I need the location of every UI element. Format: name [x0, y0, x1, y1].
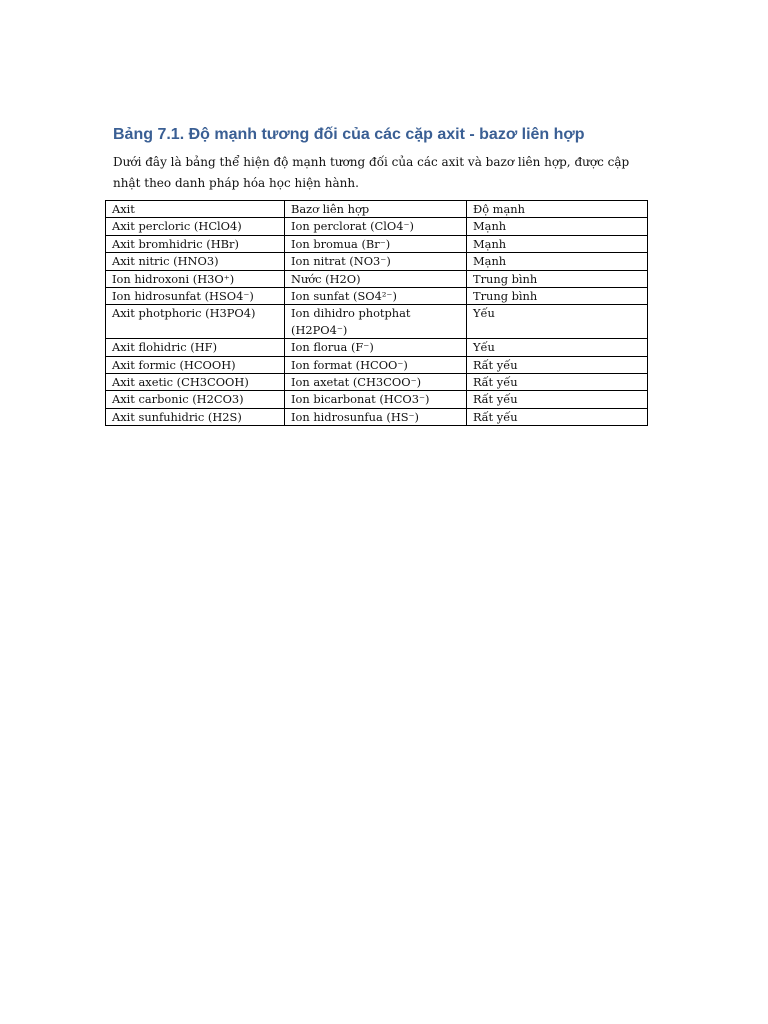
- acid-cell: Axit flohidric (HF): [106, 339, 285, 356]
- strength-cell: Mạnh: [467, 235, 648, 252]
- base-cell: Ion format (HCOO⁻): [285, 356, 467, 373]
- strength-cell: Rất yếu: [467, 356, 648, 373]
- acid-cell: Axit sunfuhidric (H2S): [106, 408, 285, 425]
- acid-cell: Axit photphoric (H3PO4): [106, 305, 285, 339]
- table-row: [106, 374, 648, 391]
- acid-cell: Axit percloric (HClO4): [106, 218, 285, 235]
- strength-cell: Yếu: [467, 305, 648, 339]
- table-row: [106, 270, 648, 287]
- table-header-row: [106, 201, 648, 218]
- acid-cell: Axit nitric (HNO3): [106, 253, 285, 270]
- acid-cell: Ion hidroxoni (H3O⁺): [106, 270, 285, 287]
- document-page: [112, 125, 657, 424]
- intro-paragraph: Dưới đây là bảng thể hiện độ mạnh tương đối của các axit và bazơ liên hợp, được cập nhật theo danh pháp hóa học hiện hành.: [113, 155, 630, 190]
- strength-cell: Rất yếu: [467, 391, 648, 408]
- base-cell: Nước (H2O): [285, 270, 467, 287]
- base-cell: Ion florua (F⁻): [285, 339, 467, 356]
- strength-cell: Rất yếu: [467, 408, 648, 425]
- table-row: [106, 391, 648, 408]
- strength-cell: Mạnh: [467, 218, 648, 235]
- acid-cell: Axit bromhidric (HBr): [106, 235, 285, 252]
- table-row: [106, 408, 648, 425]
- header-cell-conjugate-base: Bazơ liên hợp: [285, 201, 467, 218]
- header-cell-acid: Axit: [106, 201, 285, 218]
- table-row: [106, 356, 648, 373]
- base-cell: Ion bicarbonat (HCO3⁻): [285, 391, 467, 408]
- strength-cell: Trung bình: [467, 270, 648, 287]
- acid-cell: Axit formic (HCOOH): [106, 356, 285, 373]
- base-cell: Ion nitrat (NO3⁻): [285, 253, 467, 270]
- acid-cell: Axit axetic (CH3COOH): [106, 374, 285, 391]
- table-row: [106, 305, 648, 339]
- base-cell: Ion perclorat (ClO4⁻): [285, 218, 467, 235]
- base-cell: Ion hidrosunfua (HS⁻): [285, 408, 467, 425]
- table-row: [106, 288, 648, 305]
- table-row: [106, 218, 648, 235]
- base-cell: Ion axetat (CH3COO⁻): [285, 374, 467, 391]
- base-cell: Ion bromua (Br⁻): [285, 235, 467, 252]
- base-cell: Ion sunfat (SO4²⁻): [285, 288, 467, 305]
- strength-cell: Mạnh: [467, 253, 648, 270]
- base-cell: Ion dihidro photphat (H2PO4⁻): [285, 305, 467, 339]
- table-row: [106, 339, 648, 356]
- strength-cell: Rất yếu: [467, 374, 648, 391]
- strength-cell: Yếu: [467, 339, 648, 356]
- acid-cell: Axit carbonic (H2CO3): [106, 391, 285, 408]
- table-caption-title: Bảng 7.1. Độ mạnh tương đối của các cặp axit - bazơ liên hợp: [113, 126, 585, 143]
- acid-base-table: [105, 200, 648, 426]
- acid-cell: Ion hidrosunfat (HSO4⁻): [106, 288, 285, 305]
- strength-cell: Trung bình: [467, 288, 648, 305]
- table-row: [106, 253, 648, 270]
- table-row: [106, 235, 648, 252]
- header-cell-strength: Độ mạnh: [467, 201, 648, 218]
